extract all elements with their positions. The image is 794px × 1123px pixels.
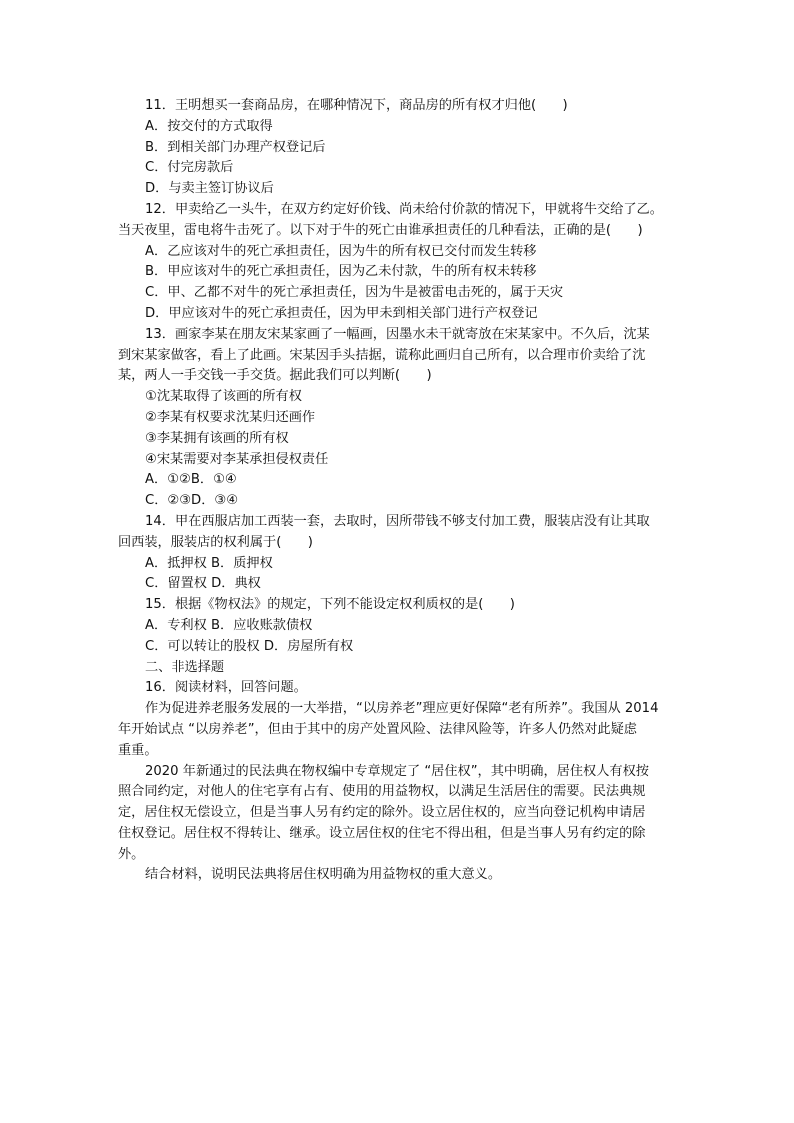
question-15 bbox=[118, 595, 683, 657]
question-stem: 16．阅读材料，回答问题。 bbox=[145, 680, 307, 696]
option-b: B．到相关部门办理产权登记后 bbox=[145, 139, 326, 155]
material-line: 定，居住权无偿设立，但是当事人另有约定的除外。设立居住权的，应当向登记机构申请居 bbox=[118, 805, 646, 821]
option-cd: C．可以转让的股权 D．房屋所有权 bbox=[145, 638, 354, 654]
question-prompt: 结合材料，说明民法典将居住权明确为用益物权的重大意义。 bbox=[145, 867, 502, 883]
question-stem-cont: 某，两人一手交钱一手交货。据此我们可以判断( ) bbox=[118, 368, 432, 384]
question-14 bbox=[118, 512, 683, 595]
statement-2: ②李某有权要求沈某归还画作 bbox=[145, 409, 316, 425]
question-stem: 15．根据《物权法》的规定，下列不能设定权利质权的是( ) bbox=[145, 597, 515, 613]
option-cd: C．②③D．③④ bbox=[145, 493, 239, 509]
option-a: A．按交付的方式取得 bbox=[145, 118, 273, 134]
material-line: 年开始试点 “以房养老”，但由于其中的房产处置风险、法律风险等，许多人仍然对此疑虑 bbox=[118, 721, 637, 737]
option-c: C．甲、乙都不对牛的死亡承担责任，因为牛是被雷电击死的，属于天灾 bbox=[145, 285, 564, 301]
material-paragraph-1 bbox=[118, 699, 683, 761]
option-d: D．甲应该对牛的死亡承担责任，因为甲未到相关部门进行产权登记 bbox=[145, 305, 538, 321]
option-ab: A．①②B．①④ bbox=[145, 472, 237, 488]
question-16 bbox=[118, 678, 683, 886]
section-heading: 二、非选择题 bbox=[145, 659, 225, 675]
option-c: C．付完房款后 bbox=[145, 160, 234, 176]
statement-4: ④宋某需要对李某承担侵权责任 bbox=[145, 451, 329, 467]
material-line: 照合同约定，对他人的住宅享有占有、使用的用益物权，以满足生活居住的需要。民法典规 bbox=[118, 784, 646, 800]
option-d: D．与卖主签订协议后 bbox=[145, 181, 274, 197]
question-12 bbox=[118, 200, 683, 325]
statement-3: ③李某拥有该画的所有权 bbox=[145, 430, 289, 446]
question-13 bbox=[118, 325, 683, 512]
question-stem-cont: 回西装，服装店的权利属于( ) bbox=[118, 534, 313, 550]
option-ab: A．抵押权 B．质押权 bbox=[145, 555, 273, 571]
question-stem: 13．画家李某在朋友宋某家画了一幅画，因墨水未干就寄放在宋某家中。不久后，沈某 bbox=[145, 326, 650, 342]
statement-1: ①沈某取得了该画的所有权 bbox=[145, 389, 302, 405]
material-line: 2020 年新通过的民法典在物权编中专章规定了 “居住权”，其中明确，居住权人有权按 bbox=[145, 763, 649, 779]
option-ab: A．专利权 B．应收账款债权 bbox=[145, 617, 313, 633]
option-cd: C．留置权 D．典权 bbox=[145, 576, 261, 592]
question-stem-cont: 到宋某家做客，看上了此画。宋某因手头拮据，谎称此画归自己所有，以合理市价卖给了沈 bbox=[118, 347, 646, 363]
question-stem: 11．王明想买一套商品房，在哪种情况下，商品房的所有权才归他( ) bbox=[145, 98, 568, 113]
question-11 bbox=[118, 96, 683, 200]
material-line: 重重。 bbox=[118, 742, 158, 758]
material-line: 外。 bbox=[118, 846, 145, 862]
material-line: 作为促进养老服务发展的一大举措，“以房养老”理应更好保障“老有所养”。我国从 2014 bbox=[145, 701, 659, 717]
material-line: 住权登记。居住权不得转让、继承。设立居住权的住宅不得出租，但是当事人另有约定的除 bbox=[118, 825, 646, 841]
question-stem-cont: 当天夜里，雷电将牛击死了。以下对于牛的死亡由谁承担责任的几种看法，正确的是( ) bbox=[118, 222, 643, 238]
option-a: A．乙应该对牛的死亡承担责任，因为牛的所有权已交付而发生转移 bbox=[145, 243, 537, 259]
option-b: B．甲应该对牛的死亡承担责任，因为乙未付款，牛的所有权未转移 bbox=[145, 264, 537, 280]
material-paragraph-2 bbox=[118, 762, 683, 866]
question-stem: 14．甲在西服店加工西装一套，去取时，因所带钱不够支付加工费，服装店没有让其取 bbox=[145, 513, 650, 529]
question-stem: 12．甲卖给乙一头牛，在双方约定好价钱、尚未给付价款的情况下，甲就将牛交给了乙。 bbox=[145, 201, 663, 217]
document-page bbox=[118, 96, 683, 886]
